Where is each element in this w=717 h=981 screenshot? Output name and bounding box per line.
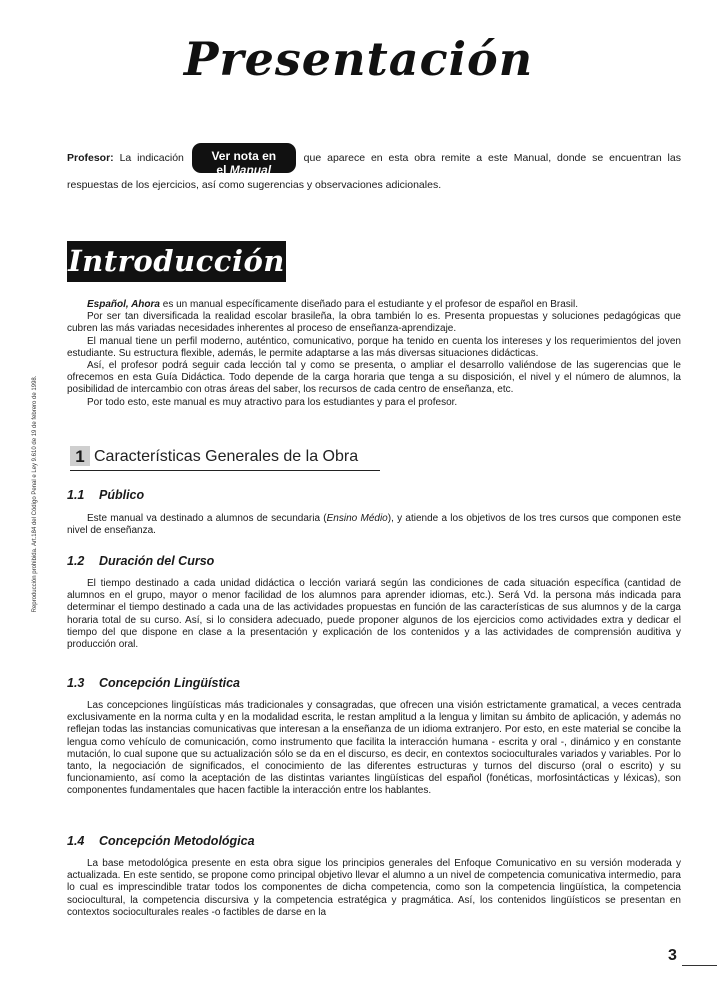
subsection-1-3-body bbox=[67, 700, 681, 798]
section-1-header bbox=[70, 444, 380, 471]
subsection-1-4-paragraph: La base metodológica presente en esta obra sigue los principios generales del Enfoque Comunicativo en su versión moderada y actualizada. En este sentido, se propone como principal objetivo llevar el alumno a un nivel de competencia comunicativa intermedio, para lo cual es imprescindible tratar todos los componentes de dicha competencia, como son la competencia lingüística, la competencia sociocultural, la competencia discursiva y la competencia estratégica y pragmática. Así, los contenidos lingüísticos se presentan en contextos socioculturales reales -o factibles de darse en la bbox=[67, 858, 681, 918]
subsection-1-1-paragraph bbox=[67, 513, 681, 537]
section-1-title: Características Generales de la Obra bbox=[94, 448, 359, 465]
copyright-margin-note bbox=[30, 344, 40, 644]
intro-paragraph-4: Así, el profesor podrá seguir cada lección tal y como se presenta, o ampliar el desarrollo valiéndose de las sugerencias que le ofrecemos en esta Guía Didáctica. Todo depende de la carga horaria que tenga a su disposición, el nivel y el número de alumnos, la posibilidad de intercambio con otras áreas del saber, los recursos de cada centro de enseñanza, etc. bbox=[67, 360, 681, 396]
intro-paragraph-1 bbox=[67, 299, 681, 311]
intro-paragraph-5: Por todo esto, este manual es muy atractivo para los estudiantes y para el profesor. bbox=[87, 396, 458, 408]
subsection-1-4-title: Concepción Metodológica bbox=[99, 834, 255, 848]
subsection-1-3-heading bbox=[67, 676, 240, 690]
subsection-1-3-title: Concepción Lingüística bbox=[99, 676, 240, 690]
subsection-1-1-number: 1.1 bbox=[67, 488, 85, 502]
badge-line1: Ver nota en bbox=[211, 149, 277, 163]
page-number: 3 bbox=[668, 947, 677, 964]
badge-line2-manual: Manual bbox=[229, 163, 272, 177]
s11-text-b: ), y atiende a los objetivos de los tres cursos que componen este nivel de enseñanza. bbox=[67, 513, 682, 537]
intro-heading: Introducción bbox=[67, 241, 286, 282]
page-number-rule bbox=[682, 965, 717, 966]
subsection-1-2-heading bbox=[67, 554, 214, 568]
subsection-1-4-number: 1.4 bbox=[67, 834, 85, 848]
subsection-1-2-number: 1.2 bbox=[67, 554, 85, 568]
subsection-1-2-paragraph: El tiempo destinado a cada unidad didáctica o lección variará según las condiciones de cada situación específica (cantidad de alumnos en el grupo, mayor o menor facilidad de los alumnos para aprender idiomas, etc.). Será Vd. la persona más indicada para determinar el tiempo destinado a cada una de las actividades propuestas en función de las características de sus alumnos y de la carga horaria total de su curso. Así, si lo considera adecuado, puede proponer algunos de los ejercicios como actividades extra y dedicar el tiempo del que dispone en clase a la presentación y explicación de los contenidos y a las actividades de comprensión auditiva y producción oral. bbox=[67, 578, 681, 651]
ver-nota-badge bbox=[192, 143, 296, 177]
intro-paragraph-3: El manual tiene un perfil moderno, auténtico, comunicativo, porque ha tenido en cuenta los intereses y los requerimientos del joven estudiante. Su estructura flexible, además, le permite adaptarse a las más diversas situaciones didácticas. bbox=[67, 335, 681, 359]
s11-text-a: Este manual va destinado a alumnos de secundaria ( bbox=[87, 513, 327, 524]
profesor-note bbox=[67, 143, 681, 197]
subsection-1-4-heading bbox=[67, 834, 255, 848]
profesor-text-after: que aparece en esta obra remite a este Manual, donde se encuentran las respuestas de los ejercicios, así como sugerencias y observaciones adicionales. bbox=[67, 151, 681, 191]
copyright-text: Reproducción prohibida. Art.184 del Código Penal e Ley 9.610 de 19 de febrero de 1998. bbox=[32, 375, 38, 613]
section-1-number: 1 bbox=[70, 446, 90, 466]
subsection-1-3-number: 1.3 bbox=[67, 676, 85, 690]
subsection-1-2-body bbox=[67, 578, 681, 651]
page-title: Presentación bbox=[183, 32, 534, 86]
intro-paragraph-2: Por ser tan diversificada la realidad escolar brasileña, la obra también lo es. Presenta propuestas y soluciones pedagógicas que cubren las más variadas necesidades inherentes al proceso de enseñanza-aprendizaje. bbox=[67, 311, 681, 335]
badge-line2-el: el bbox=[216, 163, 227, 177]
subsection-1-4-body bbox=[67, 858, 681, 919]
subsection-1-3-paragraph: Las concepciones lingüísticas más tradicionales y consagradas, que ofrecen una visión estrictamente gramatical, a veces centrada exclusivamente en la norma culta y en la modalidad escrita, le restan amplitud a la lengua y limitan su ámbito de aplicación, y además no reflejan todas las instancias comunicativas que interesan a la enseñanza de un idioma extranjero. Por esto, en este material se concibe la lengua como vehículo de comunicación, como instrumento que facilita la interacción humana - escrita y oral -, dinámico y en constante mutación, lo cual supone que su actualización sólo se da en el discurso, es decir, en contextos socioculturales variados y variables. Por lo tanto, la negociación de significados, el conocimiento de las diferentes estructuras y turnos del discurso (oral o escrito) y su funcionamiento, así como la aceptación de las distintas variantes lingüísticas del español (fonéticas, morfosintácticas y léxicas), son componentes fundamentales que hacen factible la interacción entre los hablantes. bbox=[67, 700, 681, 797]
subsection-1-2-title: Duración del Curso bbox=[99, 554, 215, 568]
intro-paragraphs bbox=[67, 299, 681, 409]
intro-p1-rest: es un manual específicamente diseñado para el estudiante y el profesor de español en Brasil. bbox=[159, 299, 579, 310]
subsection-1-1-title: Público bbox=[99, 488, 145, 502]
intro-title-em: Español, Ahora bbox=[87, 299, 160, 310]
profesor-text-before: La indicación bbox=[113, 151, 190, 164]
badge-line2 bbox=[192, 158, 296, 182]
s11-text-em: Ensino Médio bbox=[326, 513, 388, 524]
subsection-1-1-heading bbox=[67, 488, 144, 502]
profesor-label: Profesor: bbox=[67, 151, 114, 164]
subsection-1-1-body bbox=[67, 513, 681, 537]
